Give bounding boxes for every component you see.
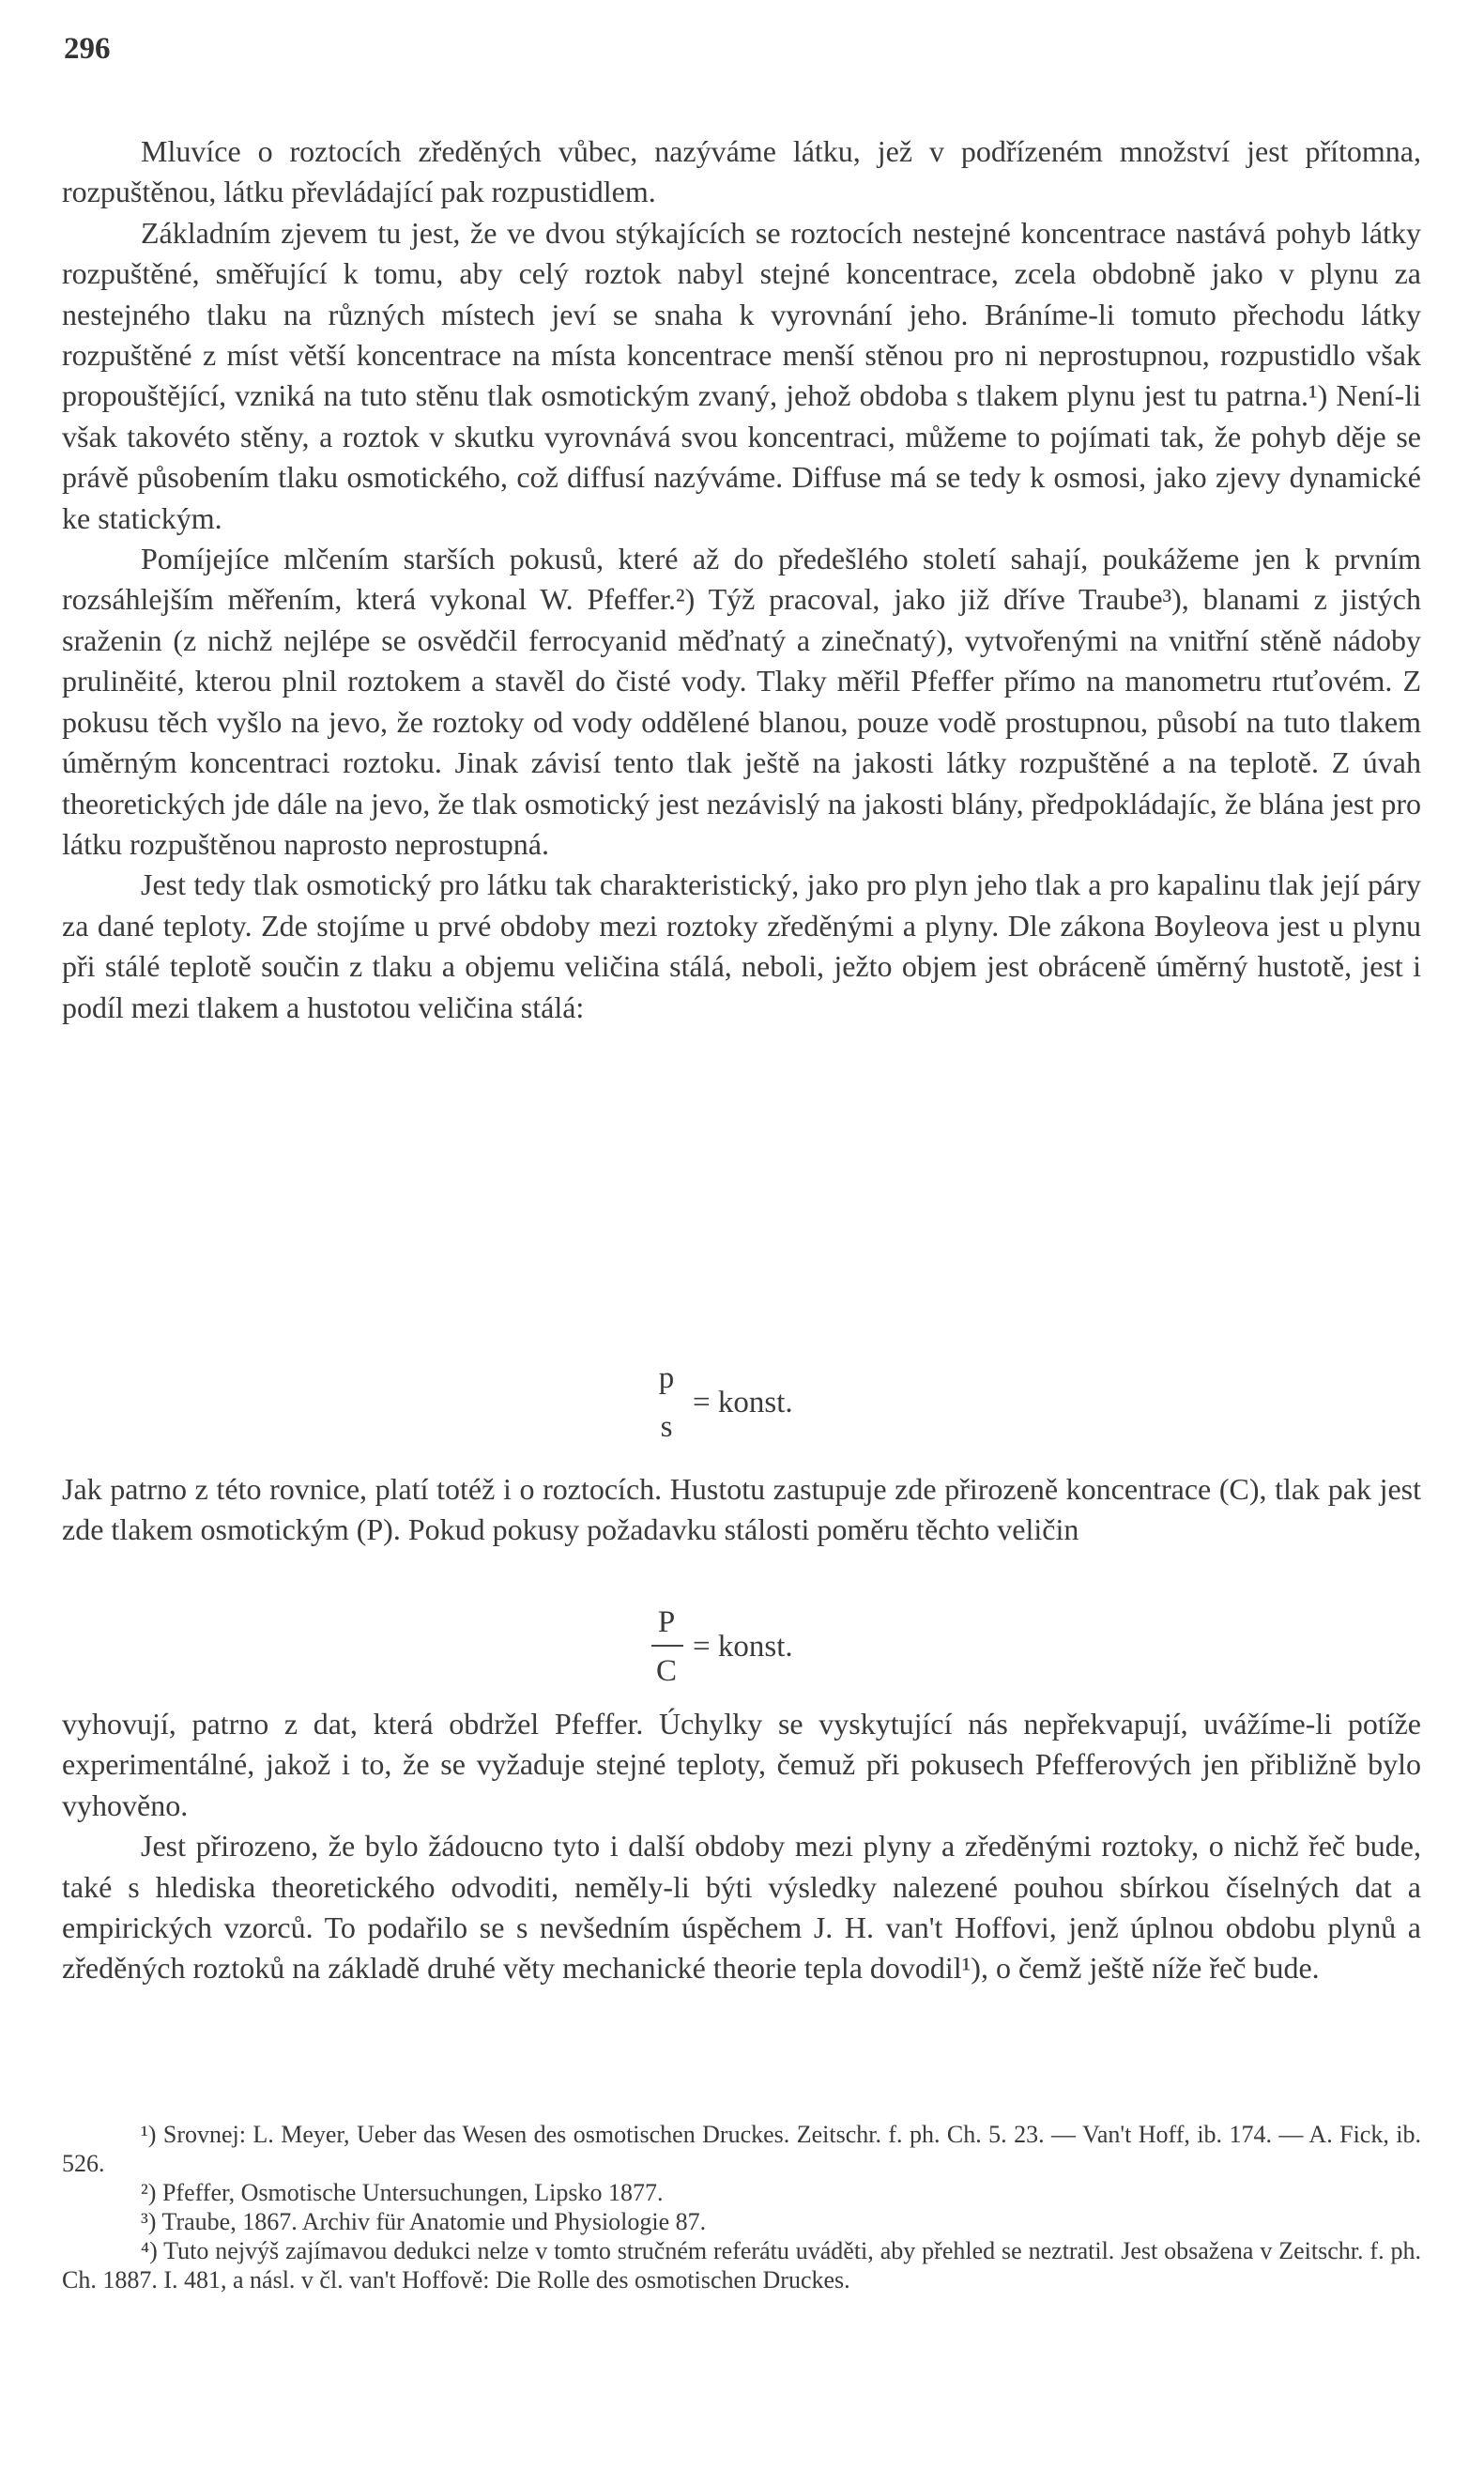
paragraph-5: Jak patrno z této rovnice, platí totéž i o roztocích. Hustotu zastupuje zde přirozeně koncentrace (C), tlak pak jest zde tlakem osmotickým (P). Pokud pokusy požadavku stálosti poměru těchto veličin <box>62 1472 1421 1547</box>
paragraph-3: Pomíjejíce mlčením starších pokusů, které až do předešlého století sahají, poukážeme jen k prvním rozsáhlejším měřením, která vykonal W. Pfeffer.²) Týž pracoval, jako již dříve Traube³), blanami z jistých sraženin (z nichž nejlépe se osvědčil ferrocyanid měďnatý a zinečnatý), vytvořenými na vnitřní stěně nádoby pruliněité, kterou plnil roztokem a stavěl do čisté vody. Tlaky měřil Pfeffer přímo na manometru rtuťovém. Z pokusu těch vyšlo na jevo, že roztoky od vody oddělené blanou, pouze vodě prostupnou, působí na tuto tlakem úměrným koncentraci roztoku. Jinak závisí tento tlak ještě na jakosti látky rozpuštěné a na teplotě. Z úvah theoretických jde dále na jevo, že tlak osmotický jest nezávislý na jakosti blány, předpokládajíc, že blána jest pro látku rozpuštěnou naprosto neprostupná. <box>62 542 1421 861</box>
text-block-2 <box>62 1469 1421 1551</box>
footnote-4: ⁴) Tuto nejvýš zajímavou dedukci nelze v tomto stručném referátu uváděti, aby přehled se neztratil. Jest obsažena v Zeitschr. f. ph. Ch. 1887. I. 481, a násl. v čl. van't Hoffově: Die Rolle des osmotischen Druckes. <box>62 2237 1421 2293</box>
equation-2-denominator: C <box>655 1654 677 1688</box>
equation-2-rhs: = konst. <box>693 1630 793 1664</box>
footnote-3: ³) Traube, 1867. Archiv für Anatomie und Physiologie 87. <box>141 2208 707 2235</box>
paragraph-4: Jest tedy tlak osmotický pro látku tak charakteristický, jako pro plyn jeho tlak a pro kapalinu tlak její páry za dané teploty. Zde stojíme u prvé obdoby mezi roztoky zředěnými a plyny. Dle zákona Boyleova jest u plynu při stálé teplotě součin z tlaku a objemu veličina stálá, neboli, ježto objem jest obráceně úměrný hustotě, jest i podíl mezi tlakem a hustotou veličina stálá: <box>62 867 1421 1024</box>
equation-2-fraction-bar <box>651 1645 683 1647</box>
footnotes <box>62 2120 1421 2294</box>
equation-1 <box>648 1361 873 1465</box>
paragraph-2: Základním zjevem tu jest, že ve dvou stýkajících se roztocích nestejné koncentrace nastává pohyb látky rozpuštěné, směřující k tomu, aby celý roztok nabyl stejné koncentrace, zcela obdobně jako v plynu za nestejného tlaku na různých místech jeví se snaha k vyrovnání jeho. Bráníme-li tomuto přechodu látky rozpuštěné z míst větší koncentrace na místa koncentrace menší stěnou pro ni neprostupnou, rozpustidlo však propouštějící, vzniká na tuto stěnu tlak osmotickým zvaný, jehož obdoba s tlakem plynu jest tu patrna.¹) Není-li však takovéto stěny, a roztok v skutku vyrovnává svou koncentraci, můžeme to pojímati tak, že pohyb děje se právě působením tlaku osmotického, což diffusí nazýváme. Diffuse má se tedy k osmosi, jako zjevy dynamické ke statickým. <box>62 215 1421 535</box>
equation-1-denominator: s <box>660 1410 673 1444</box>
footnote-1: ¹) Srovnej: L. Meyer, Ueber das Wesen des osmotischen Druckes. Zeitschr. f. ph. Ch. 5. 23. — Van't Hoff, ib. 174. — A. Fick, ib. 526. <box>62 2121 1421 2177</box>
equation-1-numerator: p <box>658 1361 675 1395</box>
text-block-1 <box>62 131 1421 1028</box>
paragraph-6: vyhovují, patrno z dat, která obdržel Pfeffer. Úchylky se vyskytující nás nepřekvapují, uvážíme-li potíže experimentálné, jakož i to, že se vyžaduje stejné teploty, čemuž při pokusech Pfefferových jen přibližně bylo vyhověno. <box>62 1707 1421 1822</box>
equation-1-rhs: = konst. <box>693 1386 793 1419</box>
text-block-3 <box>62 1704 1421 1989</box>
equation-2 <box>648 1605 892 1709</box>
equation-2-numerator: P <box>657 1605 676 1639</box>
paragraph-1: Mluvíce o roztocích zředěných vůbec, nazýváme látku, jež v podřízeném množství jest přítomna, rozpuštěnou, látku převládající pak rozpustidlem. <box>62 134 1421 209</box>
footnote-2: ²) Pfeffer, Osmotische Untersuchungen, Lipsko 1877. <box>141 2179 664 2206</box>
paragraph-7: Jest přirozeno, že bylo žádoucno tyto i další obdoby mezi plyny a zředěnými roztoky, o nichž řeč bude, také s hlediska theoretického odvoditi, neměly-li býti výsledky nalezené pouhou sbírkou číselných dat a empirických vzorců. To podařilo se s nevšedním úspěchem J. H. van't Hoffovi, jenž úplnou obdobu plynů a zředěných roztoků na základě druhé věty mechanické theorie tepla dovodil¹), o čemž ještě níže řeč bude. <box>62 1829 1421 1986</box>
page-number: 296 <box>64 32 111 66</box>
